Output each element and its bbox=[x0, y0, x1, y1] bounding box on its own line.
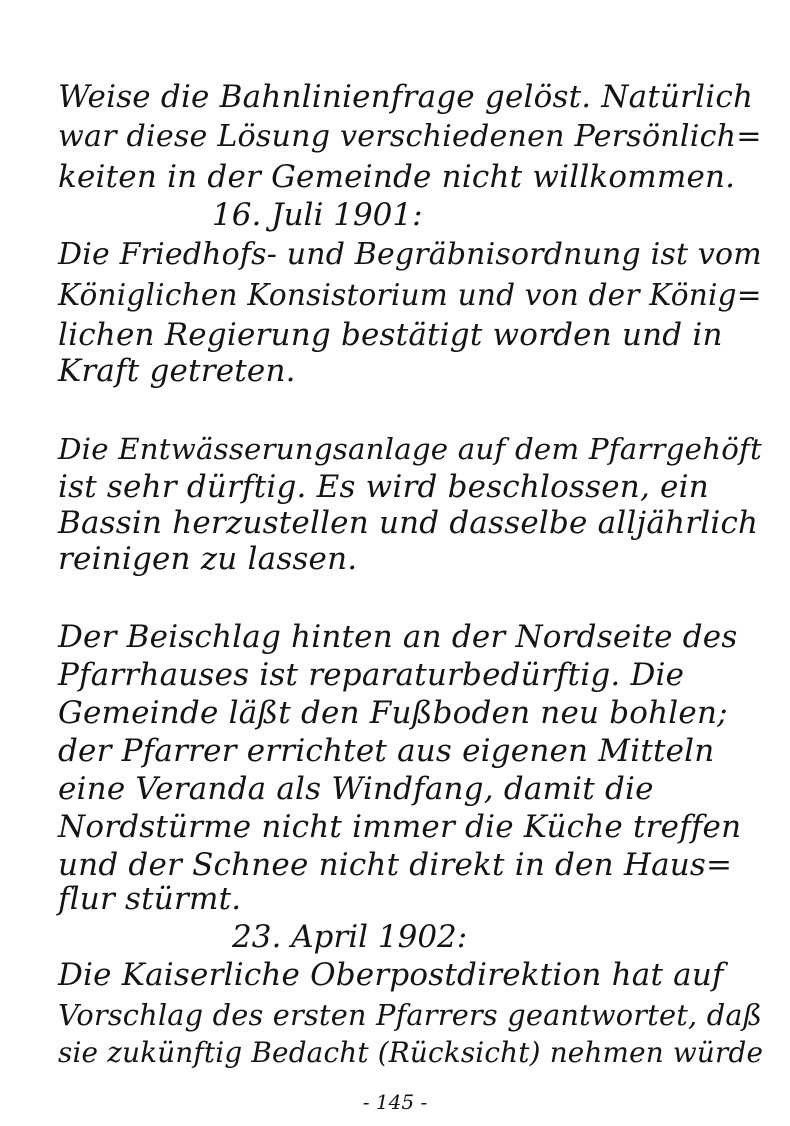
text-line: und der Schnee nicht direkt in den Haus= bbox=[58, 847, 733, 883]
date-heading: 23. April 1902: bbox=[232, 919, 468, 955]
text-line: Die Entwässerungsanlage auf dem Pfarrgehöft bbox=[58, 432, 763, 466]
text-line: Bassin herzustellen und dasselbe alljährlich bbox=[58, 505, 759, 541]
text-line: Nordstürme nicht immer die Küche treffen bbox=[58, 809, 742, 845]
text-line: flur stürmt. bbox=[58, 881, 242, 917]
text-line: Kraft getreten. bbox=[58, 353, 296, 389]
text-line: Königlichen Konsistorium und von der König= bbox=[58, 278, 762, 312]
text-line: Weise die Bahnlinienfrage gelöst. Natürlich bbox=[58, 79, 754, 115]
text-line: Die Kaiserliche Oberpostdirektion hat auf bbox=[58, 957, 724, 993]
text-line: eine Veranda als Windfang, damit die bbox=[58, 771, 654, 807]
text-line: der Pfarrer errichtet aus eigenen Mitteln bbox=[58, 733, 715, 769]
text-line: reinigen zu lassen. bbox=[58, 541, 358, 577]
text-line: sie zukünftig Bedacht (Rücksicht) nehmen würde bbox=[58, 1036, 764, 1069]
text-line: war diese Lösung verschiedenen Persönlich= bbox=[58, 119, 762, 154]
text-line: lichen Regierung bestätigt worden und in bbox=[58, 317, 723, 353]
text-line: Pfarrhauses ist reparaturbedürftig. Die bbox=[58, 657, 685, 693]
text-line: Vorschlag des ersten Pfarrers geantwortet, daß bbox=[58, 998, 763, 1032]
text-line: keiten in der Gemeinde nicht willkommen. bbox=[58, 159, 736, 195]
text-line: Gemeinde läßt den Fußboden neu bohlen; bbox=[58, 695, 728, 731]
date-heading: 16. Juli 1901: bbox=[212, 197, 423, 233]
page-number: - 145 - bbox=[362, 1090, 428, 1114]
text-line: Der Beischlag hinten an der Nordseite des bbox=[58, 619, 738, 655]
text-line: Die Friedhofs- und Begräbnisordnung ist vom bbox=[58, 237, 762, 272]
text-line: ist sehr dürftig. Es wird beschlossen, ein bbox=[58, 469, 709, 505]
